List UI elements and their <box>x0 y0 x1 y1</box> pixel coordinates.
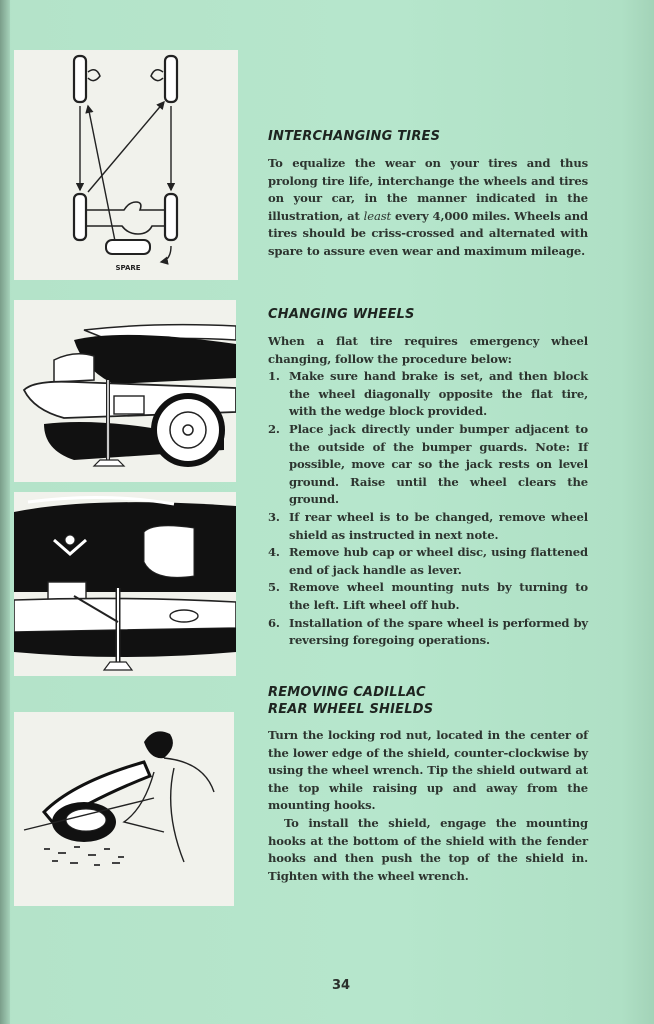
step-number: 1. <box>268 369 280 384</box>
step-text: Make sure hand brake is set, and then block the wheel diagonally opposite the flat tire, with the wedge block provided. <box>289 369 588 419</box>
step-item <box>268 544 588 579</box>
step-text: Remove hub cap or wheel disc, using flattened end of jack handle as lever. <box>289 545 588 577</box>
wheel-shield-removal-illustration <box>14 712 234 906</box>
step-item <box>268 509 588 544</box>
step-text: Remove wheel mounting nuts by turning to the left. Lift wheel off hub. <box>289 580 588 612</box>
section-removing-rear-wheel-shields <box>268 684 588 885</box>
car-rear-jack-icon <box>14 492 236 676</box>
page-number: 34 <box>332 978 351 993</box>
section-intro: When a flat tire requires emergency wheel changing, follow the procedure below: <box>268 334 588 366</box>
section-body-install: To install the shield, engage the mounting hooks at the bottom of the shield with the fender hooks and then push the top of the shield in. Tighten with the wheel wrench. <box>268 815 588 883</box>
step-text: If rear wheel is to be changed, remove wheel shield as instructed in next note. <box>289 509 588 542</box>
emphasis-text: least <box>363 208 392 223</box>
rear-jack-illustration <box>14 492 236 676</box>
step-number: 4. <box>268 545 280 560</box>
section-changing-wheels <box>268 306 588 650</box>
car-front-jack-icon <box>14 300 236 482</box>
step-text: Place jack directly under bumper adjacent to the outside of the bumper guards. Note: If possible, move car so the jack rests on level ground. Raise until the wheel clears the ground. <box>289 421 588 507</box>
section-body: Turn the locking rod nut, located in the center of the lower edge of the shield, counter-clockwise by using the wheel wrench. Tip the shield outward at the top while raising up and away from the mounting hooks. <box>268 728 588 813</box>
section-heading-line1: REMOVING CADILLAC <box>268 685 426 700</box>
step-item <box>268 421 588 509</box>
step-number: 3. <box>268 509 280 524</box>
body-text: every 4,000 miles. Wheels and tires should be criss-crossed and alternated with spare to assure even wear and maximum mileage. <box>268 208 588 258</box>
procedure-steps <box>268 368 588 650</box>
page-binding-edge <box>0 0 10 1024</box>
section-heading-line2: REAR WHEEL SHIELDS <box>268 702 434 717</box>
step-item <box>268 579 588 614</box>
step-item <box>268 615 588 650</box>
tire-rotation-icon <box>14 50 238 280</box>
spare-label: SPARE <box>115 264 141 272</box>
step-number: 6. <box>268 615 280 630</box>
mechanic-shield-icon <box>14 712 234 906</box>
section-interchanging-tires <box>268 128 588 261</box>
step-number: 2. <box>268 421 280 436</box>
step-item <box>268 368 588 421</box>
front-jack-illustration <box>14 300 236 482</box>
step-number: 5. <box>268 580 280 595</box>
section-heading: CHANGING WHEELS <box>268 307 415 322</box>
step-text: Installation of the spare wheel is performed by reversing foregoing operations. <box>289 615 588 648</box>
body-text: To equalize the wear on your tires and thus prolong tire life, interchange the wheels and tires on your car, in the manner indicated in the illustration, at <box>268 156 588 223</box>
tire-rotation-diagram <box>14 50 238 280</box>
section-heading: INTERCHANGING TIRES <box>268 129 441 144</box>
section-body <box>268 155 588 261</box>
